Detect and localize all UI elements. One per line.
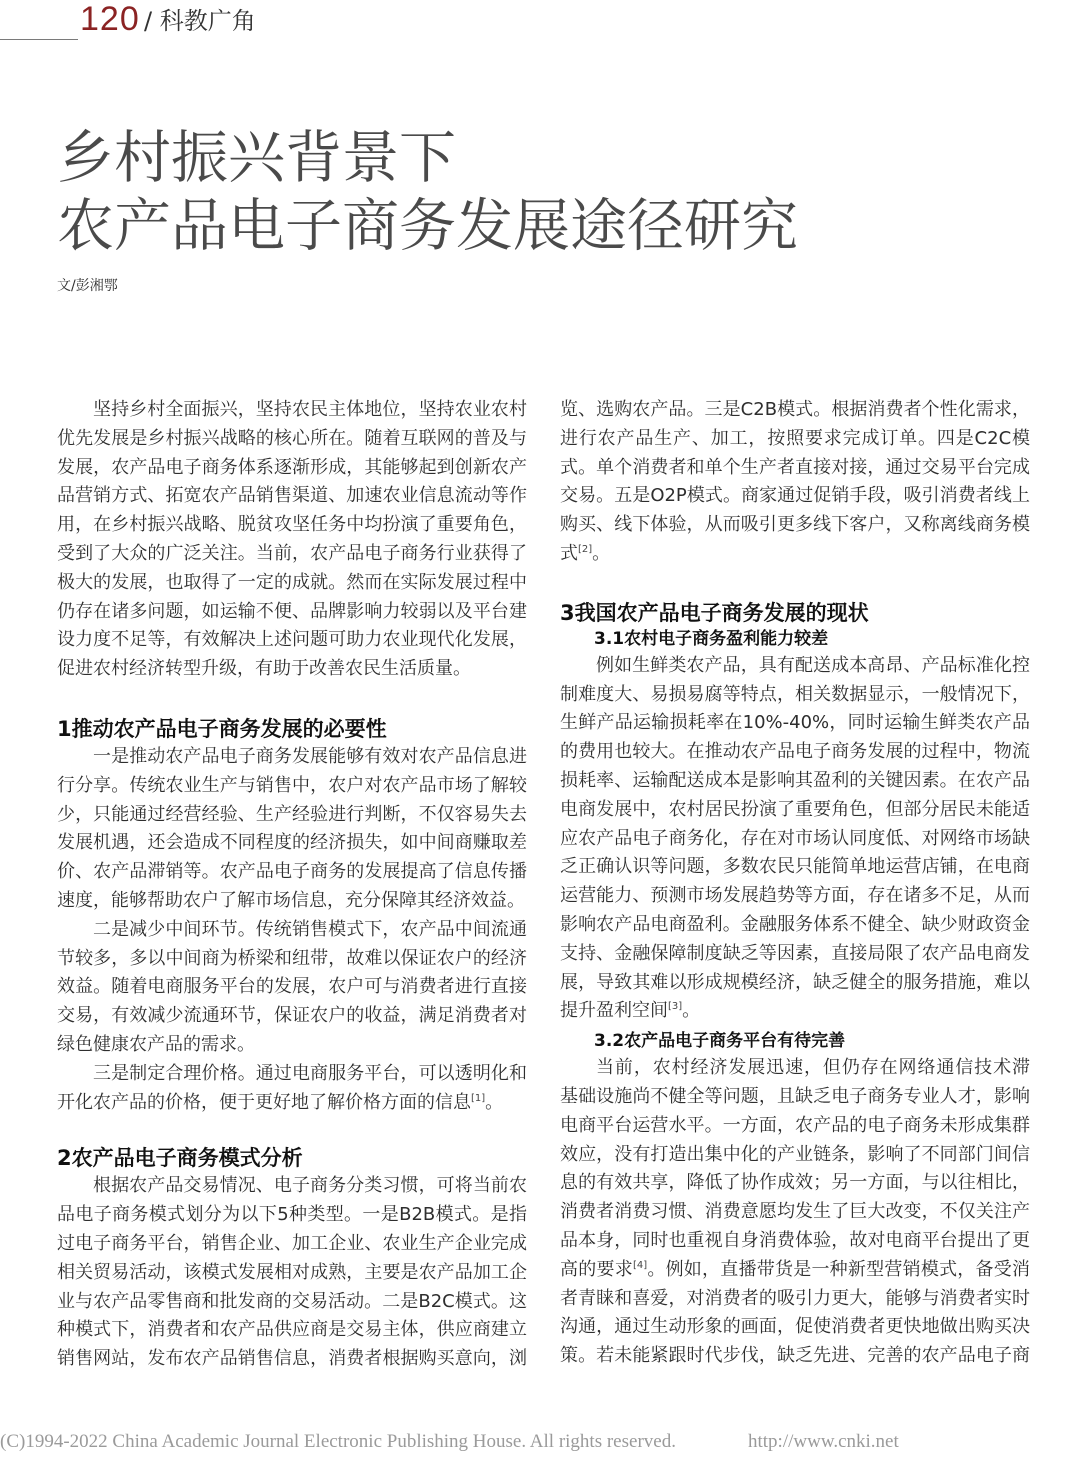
text-line: 种模式下，消费者和农产品供应商是交易主体，供应商建立 — [57, 1319, 527, 1341]
author-byline: 文/彭湘鄂 — [57, 278, 118, 294]
section-1-paragraph-2 — [57, 916, 527, 1060]
section-3-2-paragraph — [560, 1054, 1030, 1371]
text-line: 极大的发展，也取得了一定的成就。然而在实际发展过程中 — [57, 571, 527, 593]
text-line: 高的要求[4]。例如，直播带货是一种新型营销模式，备受消 — [560, 1258, 1030, 1280]
text-line: 提升盈利空间[3]。 — [560, 1000, 701, 1022]
text-line: 过电子商务平台，销售企业、加工企业、农业生产企业完成 — [57, 1232, 527, 1254]
citation-marker: [4] — [632, 1259, 648, 1271]
text-line: 电商发展中，农村居民扮演了重要角色，但部分居民未能适 — [560, 798, 1030, 820]
text-line: 交易。五是O2P模式。商家通过促销手段，吸引消费者线上 — [560, 485, 1030, 507]
text-line: 速度，能够帮助农户了解市场信息，充分保障其经济效益。 — [57, 889, 525, 911]
text-line: 电商平台运营水平。一方面，农产品的电子商务未形成集群 — [560, 1114, 1030, 1136]
text-line: 例如生鲜类农产品，具有配送成本高昂、产品标准化控 — [596, 654, 1030, 676]
header-rule — [0, 39, 78, 40]
section-3-1-heading: 3.1农村电子商务盈利能力较差 — [594, 628, 829, 649]
copyright-notice: (C)1994-2022 China Academic Journal Electronic Publishing House. All rights reserved. — [0, 1431, 676, 1452]
page-number: 120 — [80, 0, 140, 38]
section-1-heading: 1推动农产品电子商务发展的必要性 — [57, 716, 387, 741]
text-line: 品本身，同时也重视自身消费体验，故对电商平台提出了更 — [560, 1229, 1030, 1251]
text-line: 展，导致其难以形成规模经济，缺乏健全的服务措施，难以 — [560, 971, 1030, 993]
section-2-paragraph-1 — [57, 1172, 527, 1374]
text-line: 效益。随着电商服务平台的发展，农户可与消费者进行直接 — [57, 976, 527, 998]
text-line: 影响农产品电商盈利。金融服务体系不健全、缺少财政资金 — [560, 913, 1030, 935]
section-1-paragraph-1 — [57, 743, 527, 916]
text-line: 用，在乡村振兴战略、脱贫攻坚任务中均扮演了重要角色， — [57, 514, 527, 536]
article-title-line-1: 乡村振兴背景下 — [57, 125, 456, 191]
text-line: 式[2]。 — [560, 542, 611, 564]
citation-marker: [2] — [578, 543, 593, 555]
section-3-2-heading: 3.2农产品电子商务平台有待完善 — [594, 1031, 846, 1052]
text-line: 策。若未能紧跟时代步伐，缺乏先进、完善的农产品电子商 — [560, 1345, 1030, 1367]
right-column — [560, 396, 1030, 1371]
text-line: 消费者消费习惯、消费意愿均发生了巨大改变，不仅关注产 — [560, 1201, 1030, 1223]
text-line: 式。单个消费者和单个生产者直接对接，通过交易平台完成 — [560, 456, 1030, 478]
text-line: 行分享。传统农业生产与销售中，农户对农产品市场了解较 — [57, 774, 527, 796]
text-line: 优先发展是乡村振兴战略的核心所在。随着互联网的普及与 — [57, 427, 527, 449]
text-line: 发展机遇，还会造成不同程度的经济损失，如中间商赚取差 — [57, 832, 527, 854]
footer-url: http://www.cnki.net — [748, 1431, 899, 1452]
text-line: 沟通，通过生动形象的画面，促使消费者更快地做出购买决 — [560, 1316, 1030, 1338]
text-line: 制难度大、易损易腐等特点，相关数据显示，一般情况下， — [560, 683, 1030, 705]
text-line: 促进农村经济转型升级，有助于改善农民生活质量。 — [57, 658, 471, 680]
text-line: 发展，农产品电子商务体系逐渐形成，其能够起到创新农产 — [57, 456, 527, 478]
section-3-heading: 3我国农产品电子商务发展的现状 — [560, 600, 869, 625]
text-line: 二是减少中间环节。传统销售模式下，农产品中间流通 — [93, 918, 527, 940]
text-line: 受到了大众的广泛关注。当前，农产品电子商务行业获得了 — [57, 542, 527, 564]
copyright-footer — [0, 1428, 1080, 1456]
text-line: 进行农产品生产、加工，按照要求完成订单。四是C2C模 — [560, 427, 1030, 449]
text-line: 应农产品电子商务化，存在对市场认同度低、对网络市场缺 — [560, 827, 1030, 849]
text-line: 设力度不足等，有效解决上述问题可助力农业现代化发展， — [57, 629, 527, 651]
text-line: 支持、金融保障制度缺乏等因素，直接局限了农产品电商发 — [560, 942, 1030, 964]
citation-marker: [3] — [668, 1001, 683, 1013]
section-3-1-paragraph — [560, 652, 1030, 1026]
section-2-paragraph-1-continued — [560, 396, 1030, 569]
text-line: 绿色健康农产品的需求。 — [57, 1033, 255, 1055]
text-line: 乏正确认识等问题，多数农民只能简单地运营店铺，在电商 — [560, 856, 1030, 878]
text-line: 效应，没有打造出集中化的产业链条，影响了不同部门间信 — [560, 1143, 1030, 1165]
text-line: 三是制定合理价格。通过电商服务平台，可以透明化和 — [93, 1062, 527, 1084]
text-line: 业与农产品零售商和批发商的交易活动。二是B2C模式。这 — [57, 1290, 527, 1312]
citation-marker: [1] — [471, 1092, 486, 1104]
text-line: 览、选购农产品。三是C2B模式。根据消费者个性化需求， — [560, 399, 1030, 420]
text-line: 生鲜产品运输损耗率在10%-40%，同时运输生鲜类农产品 — [560, 712, 1030, 734]
section-2-heading: 2农产品电子商务模式分析 — [57, 1146, 303, 1171]
text-line: 息的有效共享，降低了协作成效；另一方面，与以往相比， — [560, 1172, 1030, 1194]
text-line: 基础设施尚不健全等问题，且缺乏电子商务专业人才，影响 — [560, 1085, 1030, 1107]
text-line: 少，只能通过经营经验、生产经验进行判断，不仅容易失去 — [57, 803, 527, 825]
section-1-paragraph-3 — [57, 1060, 527, 1118]
text-line: 品电子商务模式划分为以下5种类型。一是B2B模式。是指 — [57, 1204, 527, 1226]
text-line: 一是推动农产品电子商务发展能够有效对农产品信息进 — [93, 745, 527, 767]
article-title-line-2: 农产品电子商务发展途径研究 — [57, 193, 798, 259]
text-line: 根据农产品交易情况、电子商务分类习惯，可将当前农 — [93, 1175, 527, 1197]
text-line: 品营销方式、拓宽农产品销售渠道、加速农业信息流动等作 — [57, 485, 527, 507]
text-line: 仍存在诸多问题，如运输不便、品牌影响力较弱以及平台建 — [57, 600, 527, 622]
text-line: 损耗率、运输配送成本是影响其盈利的关键因素。在农产品 — [560, 769, 1030, 791]
text-line: 运营能力、预测市场发展趋势等方面，存在诸多不足，从而 — [560, 885, 1030, 907]
text-line: 开化农产品的价格，便于更好地了解价格方面的信息[1]。 — [57, 1091, 504, 1113]
magazine-section-name: / 科教广角 — [144, 7, 256, 35]
text-line: 当前，农村经济发展迅速，但仍存在网络通信技术滞 — [596, 1057, 1030, 1079]
article-title — [57, 124, 1057, 260]
text-line: 价、农产品滞销等。农产品电子商务的发展提高了信息传播 — [57, 861, 527, 883]
text-line: 相关贸易活动，该模式发展相对成熟，主要是农产品加工企 — [57, 1261, 527, 1283]
left-column — [57, 396, 527, 1374]
text-line: 者青睐和喜爱，对消费者的吸引力更大，能够与消费者实时 — [560, 1287, 1030, 1309]
text-line: 购买、线下体验，从而吸引更多线下客户，又称离线商务模 — [560, 514, 1030, 536]
text-line: 的费用也较大。在推动农产品电子商务发展的过程中，物流 — [560, 741, 1030, 763]
text-line: 销售网站，发布农产品销售信息，消费者根据购买意向，浏 — [57, 1348, 527, 1370]
text-line: 交易，有效减少流通环节，保证农户的收益，满足消费者对 — [57, 1005, 527, 1027]
intro-paragraph — [57, 396, 527, 684]
text-line: 坚持乡村全面振兴，坚持农民主体地位，坚持农业农村 — [93, 399, 527, 420]
text-line: 节较多，多以中间商为桥梁和纽带，故难以保证农户的经济 — [57, 947, 527, 969]
